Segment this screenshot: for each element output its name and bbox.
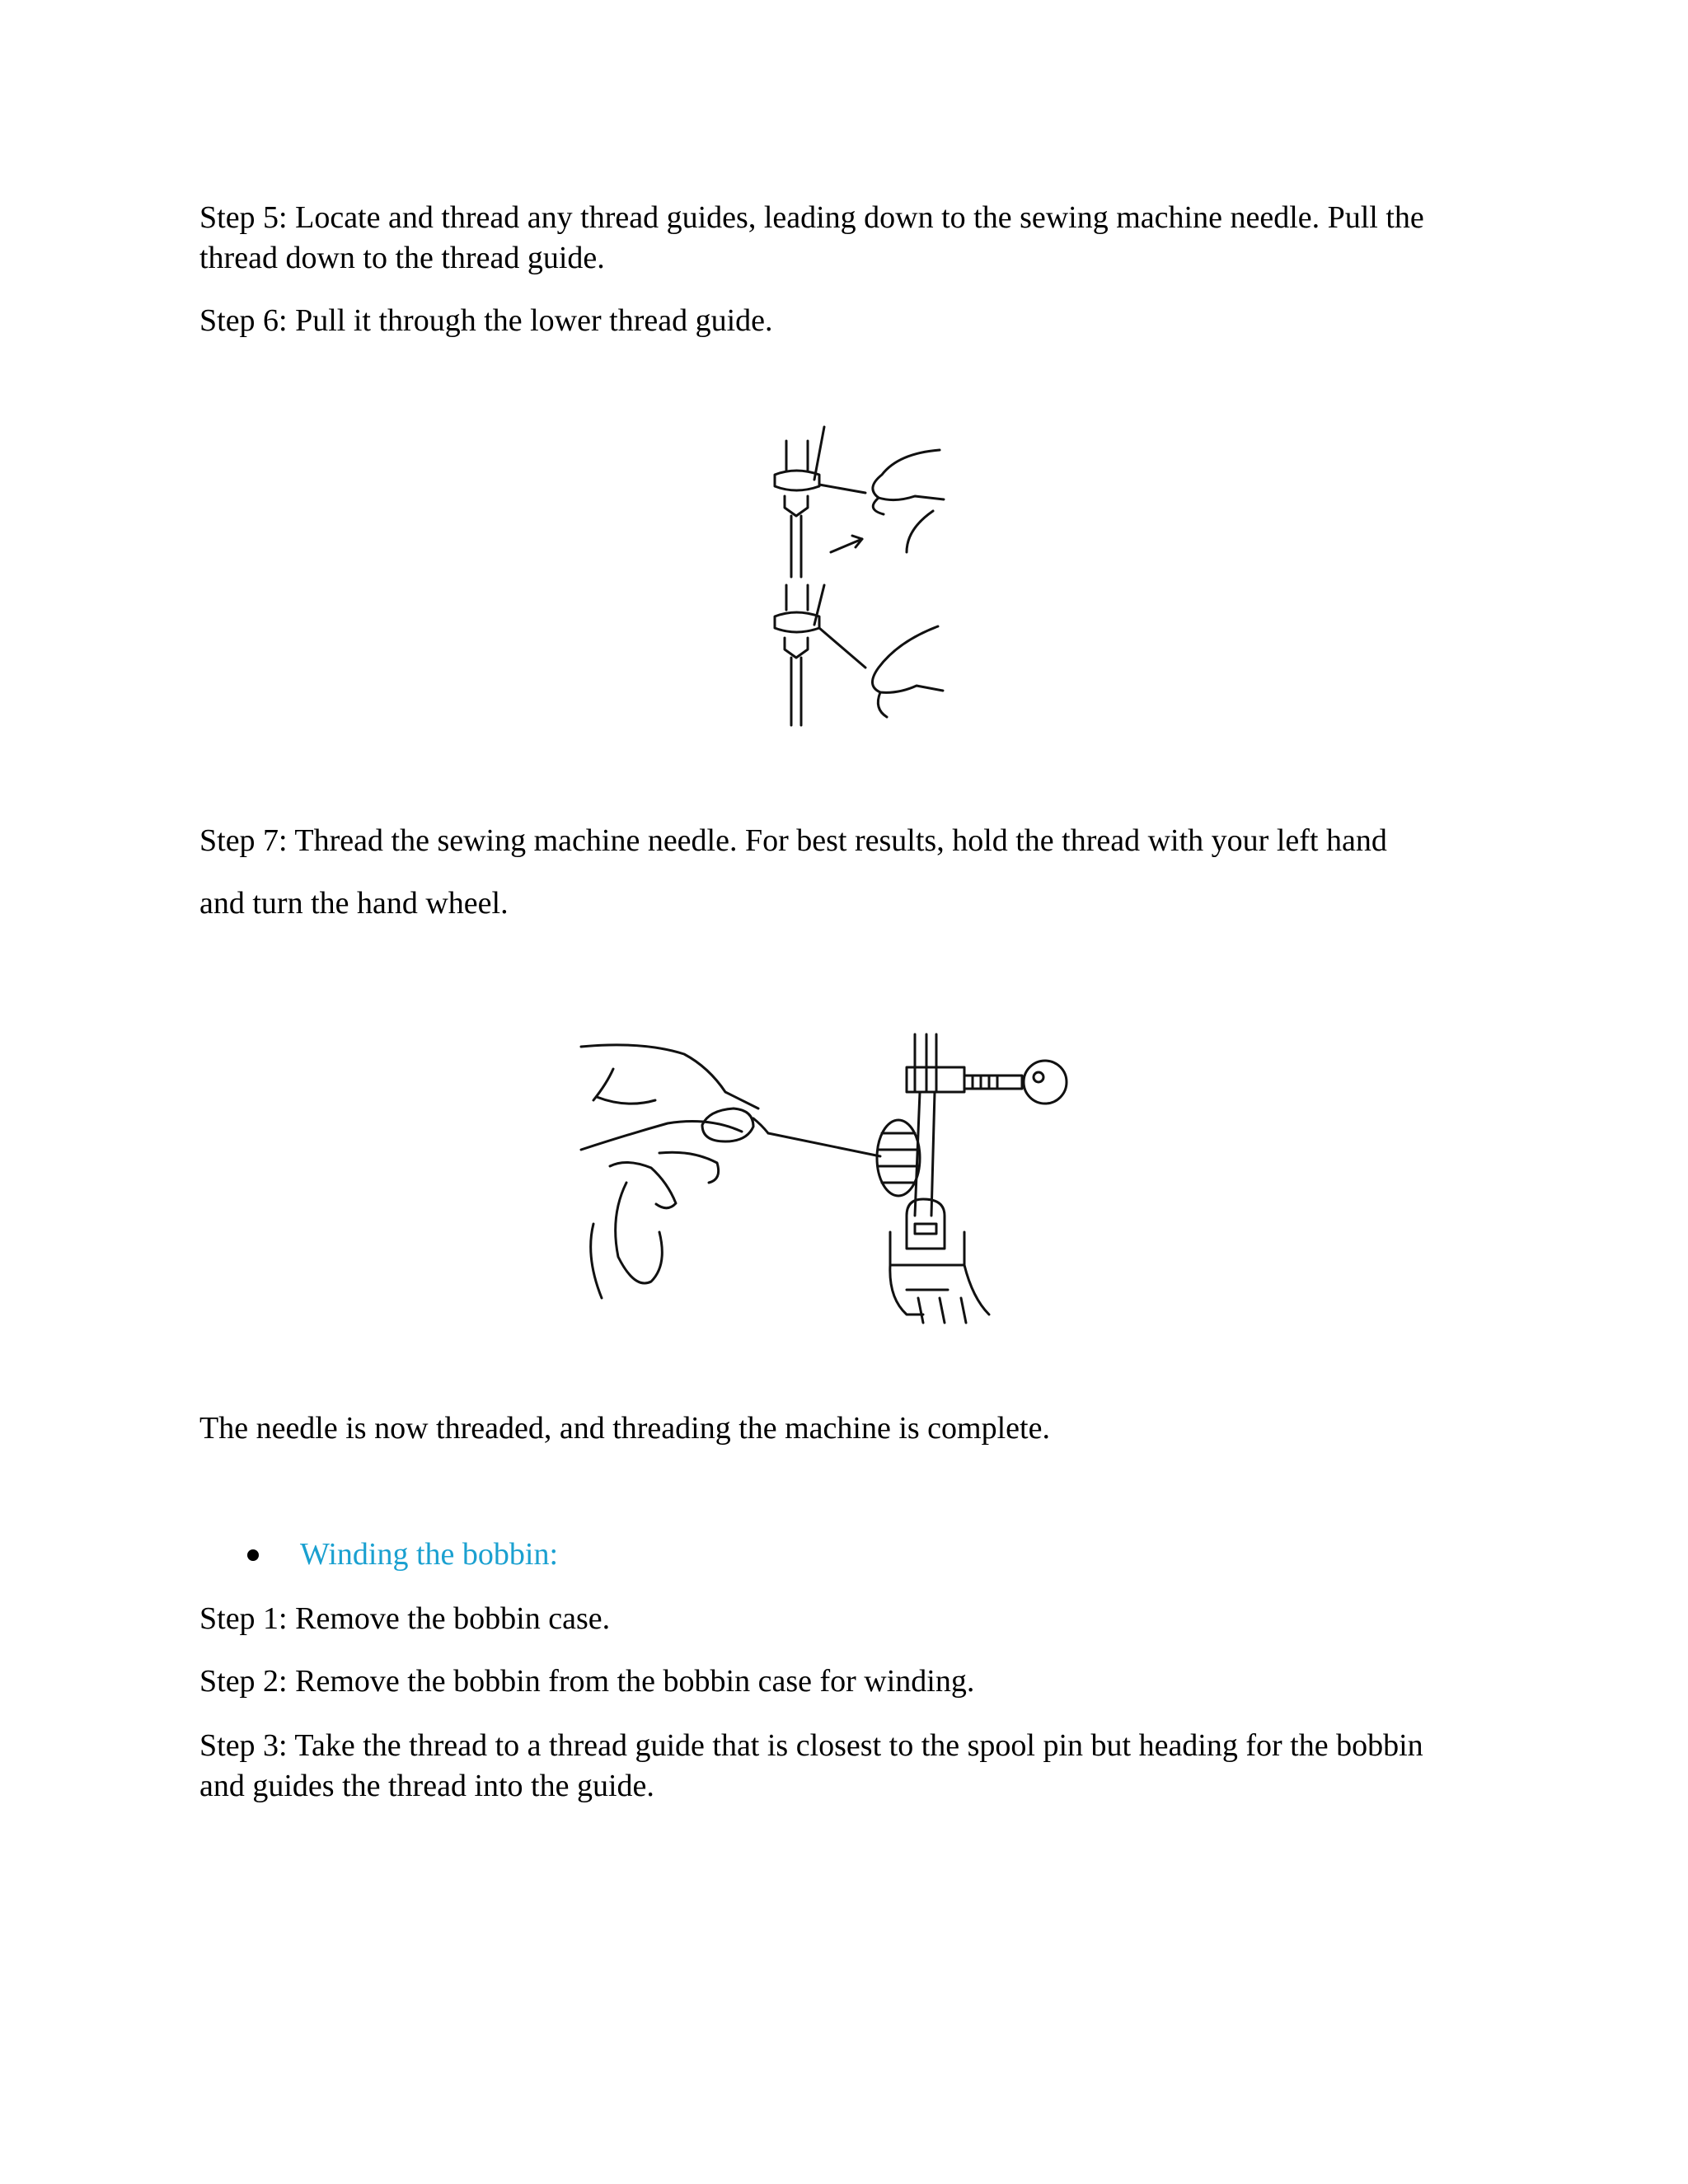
step-6-text: Step 6: Pull it through the lower thread guide. [199,303,773,338]
presser-foot-drawing [877,1034,1067,1323]
bobbin-step-3-text: Step 3: Take the thread to a thread guide that is closest to the spool pin but heading for the bobbin and guides the thread into the guide. [199,1728,1432,1803]
lower-guide-drawing [775,585,943,725]
upper-guide-drawing [775,427,944,577]
step-7-text-line-2: and turn the hand wheel. [199,886,509,921]
threading-complete-text: The needle is now threaded, and threading the machine is complete. [199,1411,1050,1446]
bullet-icon [247,1549,259,1561]
thread-line [768,1133,880,1156]
winding-bobbin-heading [247,1535,558,1575]
thread-guide-illustration [742,420,956,733]
step-5-text: Step 5: Locate and thread any thread guides, leading down to the sewing machine needle. Pull the thread down to the thread guide. [199,200,1432,275]
needle-threading-illustration [577,1018,1088,1327]
step-7-text-line-1: Step 7: Thread the sewing machine needle. For best results, hold the thread with your left hand [199,823,1387,858]
bobbin-step-1-text: Step 1: Remove the bobbin case. [199,1601,611,1636]
section-heading-text: Winding the bobbin: [300,1537,558,1572]
bobbin-step-2-text: Step 2: Remove the bobbin from the bobbin case for winding. [199,1664,975,1699]
hand-drawing [581,1045,768,1298]
